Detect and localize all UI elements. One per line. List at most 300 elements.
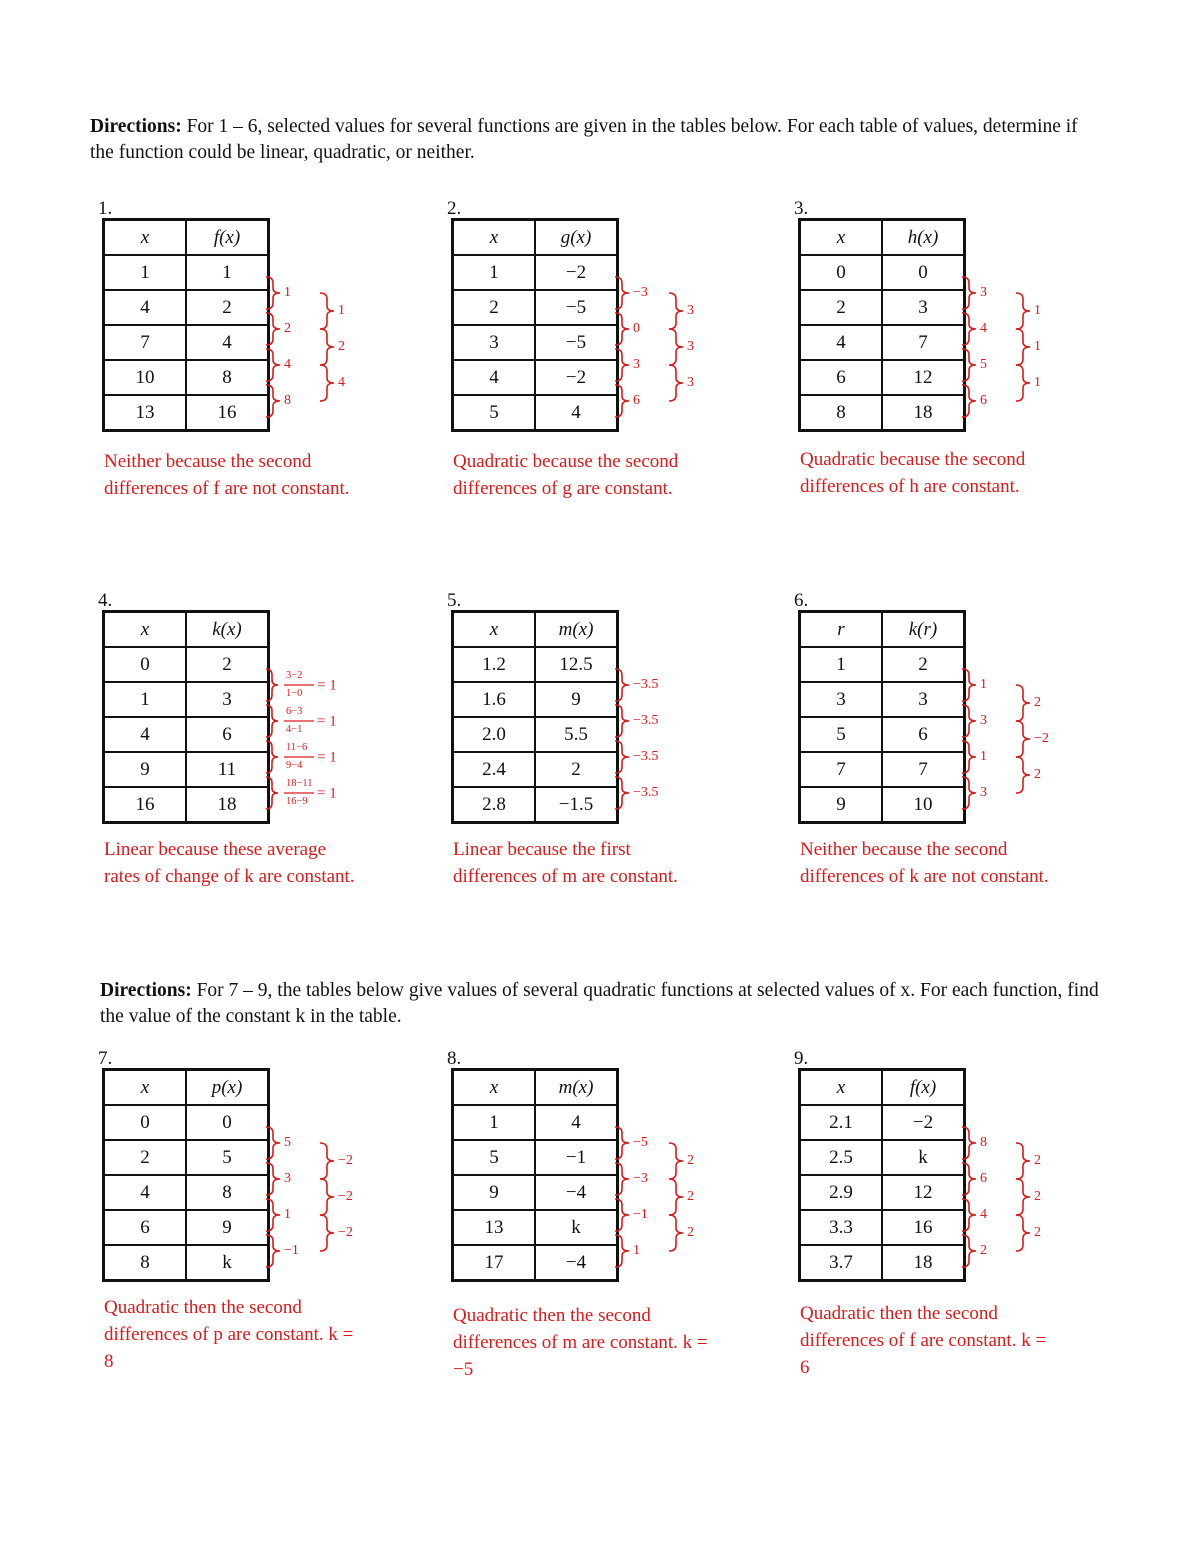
table-row <box>800 360 965 395</box>
brace-mark <box>266 1163 280 1195</box>
brace-mark <box>320 365 334 401</box>
table-row <box>800 1245 965 1281</box>
output-value-cell: 16 <box>882 1210 965 1245</box>
difference-label: 4 <box>338 375 345 391</box>
brace-mark <box>962 1127 976 1159</box>
input-value-cell: 5 <box>800 717 883 752</box>
difference-label: 8 <box>284 393 291 409</box>
problem-number: 5. <box>447 590 462 611</box>
difference-label: 3 <box>980 785 987 801</box>
output-value-cell: 0 <box>882 255 965 290</box>
table-row <box>453 787 618 823</box>
brace-mark <box>669 1215 683 1251</box>
brace-mark <box>266 277 280 309</box>
input-value-cell: 5 <box>453 1140 536 1175</box>
table-header-row <box>800 612 965 648</box>
table-header-row <box>453 1070 618 1106</box>
output-value-cell: 0 <box>186 1105 269 1140</box>
table-row <box>800 717 965 752</box>
difference-label: 3 <box>980 713 987 729</box>
problem-number: 7. <box>98 1048 113 1069</box>
brace-mark <box>1016 1143 1030 1179</box>
input-value-cell: 9 <box>104 752 187 787</box>
output-value-cell: 5 <box>186 1140 269 1175</box>
table-row <box>800 787 965 823</box>
rate-denominator: 1−0 <box>286 688 303 699</box>
input-column-header: x <box>104 612 187 648</box>
output-value-cell: −4 <box>535 1175 618 1210</box>
output-value-cell: 4 <box>535 1105 618 1140</box>
table-row <box>104 1175 269 1210</box>
table-header-row <box>800 1070 965 1106</box>
difference-annotations <box>958 1068 1108 1288</box>
input-value-cell: 10 <box>104 360 187 395</box>
input-value-cell: 7 <box>800 752 883 787</box>
brace-mark <box>962 1235 976 1267</box>
difference-label: 3 <box>687 339 694 355</box>
output-value-cell: −1.5 <box>535 787 618 823</box>
rate-result: = 1 <box>317 713 337 730</box>
input-value-cell: 9 <box>800 787 883 823</box>
input-value-cell: 2 <box>104 1140 187 1175</box>
input-value-cell: 1.6 <box>453 682 536 717</box>
directions-1 <box>90 114 1100 166</box>
output-value-cell: −4 <box>535 1245 618 1281</box>
brace-mark <box>266 705 278 737</box>
difference-label: 2 <box>687 1189 694 1205</box>
difference-label: 3 <box>687 375 694 391</box>
brace-mark <box>962 1163 976 1195</box>
difference-label: 8 <box>980 1135 987 1151</box>
difference-annotations <box>958 610 1108 830</box>
brace-mark <box>962 705 976 737</box>
input-value-cell: 13 <box>453 1210 536 1245</box>
output-value-cell: 6 <box>882 717 965 752</box>
values-table <box>798 1068 966 1282</box>
table-row <box>104 1210 269 1245</box>
table-row <box>104 1105 269 1140</box>
difference-label: 0 <box>633 321 640 337</box>
output-value-cell: 9 <box>535 682 618 717</box>
input-column-header: x <box>800 1070 883 1106</box>
input-column-header: x <box>453 1070 536 1106</box>
problem-number: 3. <box>794 198 809 219</box>
rate-denominator: 9−4 <box>286 760 303 771</box>
answer-text: Linear because these average rates of change of k are constant. <box>104 839 355 887</box>
input-value-cell: 9 <box>453 1175 536 1210</box>
table-row <box>453 1140 618 1175</box>
difference-label: 6 <box>980 393 987 409</box>
table-row <box>453 325 618 360</box>
output-value-cell: 6 <box>186 717 269 752</box>
input-value-cell: 5 <box>453 395 536 431</box>
difference-label: −2 <box>338 1225 353 1241</box>
brace-mark <box>1016 1179 1030 1215</box>
output-value-cell: k <box>882 1140 965 1175</box>
input-value-cell: 3.3 <box>800 1210 883 1245</box>
brace-mark <box>266 313 280 345</box>
table-row <box>800 290 965 325</box>
output-column-header: m(x) <box>535 1070 618 1106</box>
table-row <box>800 1105 965 1140</box>
difference-label: 2 <box>1034 767 1041 783</box>
input-value-cell: 6 <box>104 1210 187 1245</box>
values-table <box>451 610 619 824</box>
brace-mark <box>320 1215 334 1251</box>
table-row <box>800 395 965 431</box>
output-value-cell: 8 <box>186 360 269 395</box>
table-row <box>104 787 269 823</box>
input-value-cell: 1 <box>800 647 883 682</box>
brace-mark <box>615 1163 629 1195</box>
output-value-cell: 12 <box>882 1175 965 1210</box>
output-value-cell: 12 <box>882 360 965 395</box>
brace-mark <box>1016 329 1030 365</box>
brace-mark <box>1016 293 1030 329</box>
table-row <box>453 752 618 787</box>
brace-mark <box>615 385 629 417</box>
input-value-cell: 4 <box>453 360 536 395</box>
output-value-cell: 2 <box>535 752 618 787</box>
table-header-row <box>453 220 618 256</box>
table-row <box>104 647 269 682</box>
answer-text: Quadratic then the second differences of m are constant. k = −5 <box>453 1305 708 1380</box>
difference-label: −1 <box>633 1207 648 1223</box>
difference-annotations <box>262 610 412 830</box>
difference-label: −3 <box>633 1171 648 1187</box>
brace-mark <box>669 329 683 365</box>
problem-number: 6. <box>794 590 809 611</box>
input-value-cell: 2.8 <box>453 787 536 823</box>
brace-mark <box>962 669 976 701</box>
output-value-cell: 11 <box>186 752 269 787</box>
table-row <box>453 1175 618 1210</box>
output-value-cell: −2 <box>535 360 618 395</box>
output-value-cell: 2 <box>186 647 269 682</box>
difference-label: 1 <box>1034 303 1041 319</box>
difference-label: −1 <box>284 1243 299 1259</box>
difference-annotations <box>262 1068 412 1288</box>
table-header-row <box>104 612 269 648</box>
brace-mark <box>266 741 278 773</box>
rate-numerator: 3−2 <box>286 670 303 681</box>
brace-mark <box>962 777 976 809</box>
rate-denominator: 16−9 <box>286 796 308 807</box>
brace-mark <box>266 385 280 417</box>
difference-label: −2 <box>338 1189 353 1205</box>
input-value-cell: 8 <box>800 395 883 431</box>
brace-mark <box>1016 1215 1030 1251</box>
table-row <box>104 752 269 787</box>
brace-mark <box>266 777 278 809</box>
difference-label: 1 <box>284 285 291 301</box>
table-row <box>800 752 965 787</box>
difference-annotations <box>262 218 412 438</box>
output-value-cell: −5 <box>535 290 618 325</box>
directions-2-label: Directions: <box>100 980 192 1001</box>
brace-mark <box>266 1127 280 1159</box>
brace-mark <box>615 1127 629 1159</box>
table-row <box>453 1105 618 1140</box>
table-row <box>453 395 618 431</box>
difference-label: 1 <box>633 1243 640 1259</box>
difference-label: 2 <box>1034 695 1041 711</box>
brace-mark <box>962 385 976 417</box>
difference-label: −2 <box>1034 731 1049 747</box>
table-row <box>800 1140 965 1175</box>
table-row <box>453 1210 618 1245</box>
output-value-cell: 3 <box>882 682 965 717</box>
output-value-cell: k <box>186 1245 269 1281</box>
answer-text: Quadratic then the second differences of f are constant. k = 6 <box>800 1303 1047 1378</box>
difference-label: 1 <box>338 303 345 319</box>
table-row <box>453 647 618 682</box>
output-value-cell: 5.5 <box>535 717 618 752</box>
input-column-header: r <box>800 612 883 648</box>
output-value-cell: 9 <box>186 1210 269 1245</box>
problem-number: 8. <box>447 1048 462 1069</box>
answer-text: Quadratic then the second differences of p are constant. k = 8 <box>104 1297 354 1372</box>
table-header-row <box>104 220 269 256</box>
table-header-row <box>453 612 618 648</box>
answer-text: Neither because the second differences of k are not constant. <box>800 839 1049 887</box>
brace-mark <box>615 669 629 701</box>
output-value-cell: k <box>535 1210 618 1245</box>
table-row <box>453 290 618 325</box>
difference-label: 4 <box>980 1207 987 1223</box>
input-value-cell: 0 <box>800 255 883 290</box>
output-value-cell: 2 <box>186 290 269 325</box>
rate-result: = 1 <box>317 749 337 766</box>
table-row <box>104 395 269 431</box>
table-row <box>453 682 618 717</box>
input-value-cell: 16 <box>104 787 187 823</box>
input-value-cell: 4 <box>104 290 187 325</box>
table-row <box>104 360 269 395</box>
input-column-header: x <box>800 220 883 256</box>
brace-mark <box>615 277 629 309</box>
input-column-header: x <box>104 220 187 256</box>
values-table <box>451 1068 619 1282</box>
difference-label: 2 <box>980 1243 987 1259</box>
input-value-cell: 4 <box>104 717 187 752</box>
input-value-cell: 3 <box>800 682 883 717</box>
brace-mark <box>320 1143 334 1179</box>
output-value-cell: −1 <box>535 1140 618 1175</box>
output-column-header: k(r) <box>882 612 965 648</box>
difference-label: 6 <box>980 1171 987 1187</box>
table-row <box>104 1140 269 1175</box>
brace-mark <box>266 1199 280 1231</box>
difference-annotations <box>611 1068 761 1288</box>
brace-mark <box>1016 685 1030 721</box>
rate-numerator: 6−3 <box>286 706 303 717</box>
answer-text: Quadratic because the second differences of h are constant. <box>800 449 1026 497</box>
output-value-cell: 18 <box>882 395 965 431</box>
difference-annotations <box>611 218 761 438</box>
difference-label: 4 <box>980 321 987 337</box>
brace-mark <box>615 1199 629 1231</box>
output-value-cell: 8 <box>186 1175 269 1210</box>
difference-label: 3 <box>633 357 640 373</box>
brace-mark <box>1016 365 1030 401</box>
brace-mark <box>669 1179 683 1215</box>
input-value-cell: 6 <box>800 360 883 395</box>
input-value-cell: 17 <box>453 1245 536 1281</box>
difference-label: 2 <box>1034 1189 1041 1205</box>
difference-label: −3.5 <box>633 785 659 801</box>
output-value-cell: 3 <box>186 682 269 717</box>
table-row <box>800 647 965 682</box>
input-value-cell: 0 <box>104 1105 187 1140</box>
output-value-cell: 7 <box>882 325 965 360</box>
directions-1-label: Directions: <box>90 116 182 137</box>
values-table <box>102 218 270 432</box>
output-column-header: g(x) <box>535 220 618 256</box>
difference-label: 2 <box>687 1153 694 1169</box>
output-column-header: f(x) <box>186 220 269 256</box>
values-table <box>102 610 270 824</box>
input-value-cell: 2.1 <box>800 1105 883 1140</box>
problem-number: 1. <box>98 198 113 219</box>
difference-label: −3.5 <box>633 749 659 765</box>
brace-mark <box>266 349 280 381</box>
answer-text: Neither because the second differences of f are not constant. <box>104 451 350 499</box>
table-row <box>104 255 269 290</box>
table-row <box>453 255 618 290</box>
output-column-header: m(x) <box>535 612 618 648</box>
input-value-cell: 4 <box>104 1175 187 1210</box>
brace-mark <box>320 293 334 329</box>
rate-numerator: 11−6 <box>286 742 308 753</box>
input-value-cell: 2.9 <box>800 1175 883 1210</box>
difference-label: −5 <box>633 1135 648 1151</box>
brace-mark <box>1016 721 1030 757</box>
values-table <box>102 1068 270 1282</box>
table-row <box>104 290 269 325</box>
output-value-cell: 7 <box>882 752 965 787</box>
output-value-cell: −2 <box>882 1105 965 1140</box>
directions-1-text: For 1 – 6, selected values for several functions are given in the tables below. For each table of values, determine if the function could be linear, quadratic, or neither. <box>90 116 1078 163</box>
output-column-header: k(x) <box>186 612 269 648</box>
brace-mark <box>320 1179 334 1215</box>
difference-label: 2 <box>1034 1153 1041 1169</box>
output-value-cell: 10 <box>882 787 965 823</box>
brace-mark <box>615 777 629 809</box>
values-table <box>798 610 966 824</box>
input-value-cell: 13 <box>104 395 187 431</box>
input-value-cell: 2 <box>800 290 883 325</box>
directions-2 <box>100 978 1100 1030</box>
brace-mark <box>615 741 629 773</box>
output-value-cell: 3 <box>882 290 965 325</box>
brace-mark <box>615 705 629 737</box>
difference-label: 3 <box>687 303 694 319</box>
table-row <box>453 1245 618 1281</box>
table-header-row <box>800 220 965 256</box>
table-row <box>104 717 269 752</box>
output-column-header: f(x) <box>882 1070 965 1106</box>
output-value-cell: −5 <box>535 325 618 360</box>
brace-mark <box>962 1199 976 1231</box>
difference-annotations <box>958 218 1108 438</box>
input-value-cell: 3.7 <box>800 1245 883 1281</box>
difference-label: 2 <box>687 1225 694 1241</box>
difference-label: 4 <box>284 357 291 373</box>
difference-label: 2 <box>284 321 291 337</box>
input-value-cell: 0 <box>104 647 187 682</box>
input-value-cell: 2.5 <box>800 1140 883 1175</box>
input-column-header: x <box>453 220 536 256</box>
brace-mark <box>615 349 629 381</box>
values-table <box>451 218 619 432</box>
difference-label: 1 <box>284 1207 291 1223</box>
output-value-cell: 18 <box>882 1245 965 1281</box>
input-value-cell: 1 <box>104 682 187 717</box>
table-row <box>800 1210 965 1245</box>
input-value-cell: 7 <box>104 325 187 360</box>
answer-text: Linear because the first differences of m are constant. <box>453 839 678 887</box>
rate-numerator: 18−11 <box>286 778 313 789</box>
directions-2-text: For 7 – 9, the tables below give values of several quadratic functions at selected values of x. For each function, find the value of the constant k in the table. <box>100 980 1099 1027</box>
difference-label: 2 <box>338 339 345 355</box>
table-row <box>800 1175 965 1210</box>
input-value-cell: 4 <box>800 325 883 360</box>
brace-mark <box>962 277 976 309</box>
problem-number: 9. <box>794 1048 809 1069</box>
output-value-cell: 2 <box>882 647 965 682</box>
difference-label: −3.5 <box>633 677 659 693</box>
brace-mark <box>1016 757 1030 793</box>
output-value-cell: 12.5 <box>535 647 618 682</box>
table-row <box>453 360 618 395</box>
input-value-cell: 1 <box>453 255 536 290</box>
difference-label: 1 <box>1034 375 1041 391</box>
output-value-cell: 16 <box>186 395 269 431</box>
input-column-header: x <box>453 612 536 648</box>
output-column-header: p(x) <box>186 1070 269 1106</box>
difference-annotations <box>611 610 761 830</box>
output-value-cell: 4 <box>186 325 269 360</box>
brace-mark <box>266 669 278 701</box>
difference-label: −3.5 <box>633 713 659 729</box>
brace-mark <box>615 1235 629 1267</box>
difference-label: 6 <box>633 393 640 409</box>
table-row <box>800 255 965 290</box>
input-value-cell: 2.0 <box>453 717 536 752</box>
rate-denominator: 4−1 <box>286 724 303 735</box>
difference-label: 2 <box>1034 1225 1041 1241</box>
input-value-cell: 8 <box>104 1245 187 1281</box>
brace-mark <box>962 313 976 345</box>
difference-label: 5 <box>284 1135 291 1151</box>
table-row <box>104 325 269 360</box>
difference-label: 1 <box>1034 339 1041 355</box>
table-row <box>800 682 965 717</box>
difference-label: −3 <box>633 285 648 301</box>
brace-mark <box>669 293 683 329</box>
input-value-cell: 3 <box>453 325 536 360</box>
difference-label: 5 <box>980 357 987 373</box>
output-column-header: h(x) <box>882 220 965 256</box>
rate-result: = 1 <box>317 677 337 694</box>
brace-mark <box>669 365 683 401</box>
brace-mark <box>266 1235 280 1267</box>
table-row <box>104 682 269 717</box>
table-row <box>800 325 965 360</box>
output-value-cell: 18 <box>186 787 269 823</box>
brace-mark <box>962 349 976 381</box>
